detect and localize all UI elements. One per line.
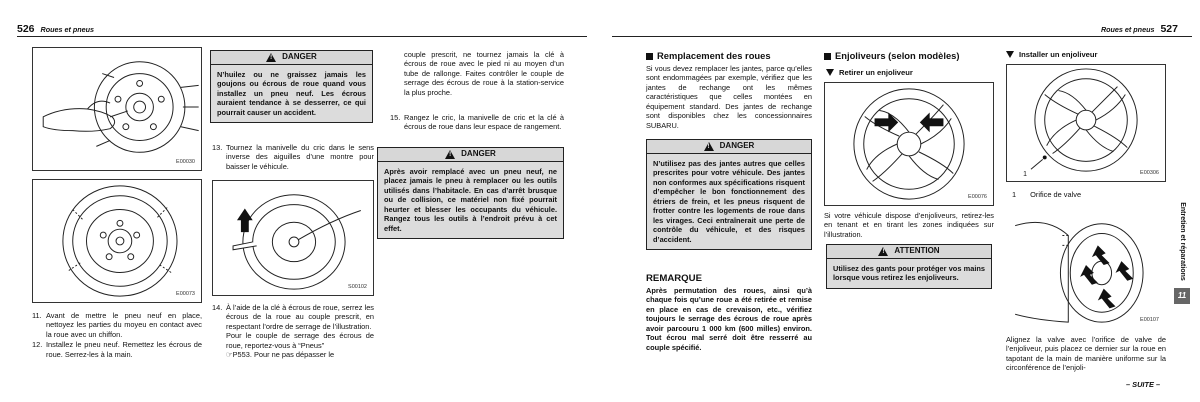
subsection-install-hubcap — [1006, 50, 1098, 60]
attention-box-gloves — [826, 244, 992, 289]
sub1-text: Si votre véhicule dispose d’enjoliveurs, retirez-les en tenant et en tirant les zones indiquées sur l’illustration. — [824, 211, 994, 239]
remove-hubcap-illustration — [825, 83, 993, 205]
fig4-code: E00076 — [968, 193, 987, 200]
sub1-title-text: Retirer un enjoliveur — [839, 68, 913, 77]
right-page-number: 527 — [1160, 23, 1178, 35]
attention-text: Utilisez des gants pour protéger vos mains lorsque vous retirez les enjoliveurs. — [827, 259, 991, 288]
step-14-reference: ☞P553. Pour ne pas dépasser le — [226, 350, 335, 360]
figure-legend — [1012, 190, 1081, 199]
fig5-code: E00306 — [1140, 169, 1159, 176]
legend-number: 1 — [1012, 190, 1017, 199]
danger-box-header — [647, 140, 811, 154]
step-15 — [390, 113, 564, 132]
step-13 — [212, 143, 374, 171]
triangle-down-icon — [826, 69, 834, 76]
steps-col1 — [32, 311, 202, 359]
sub2-text: Alignez la valve avec l’orifice de valve de l’enjoliveur, puis placez ce dernier sur la roue en tapotant de la main de manière uniforme sur la circonférence de l’enjoli- — [1006, 335, 1166, 373]
figure-install-hubcap — [1006, 64, 1166, 182]
legend-text: Orifice de valve — [1030, 190, 1082, 199]
figure-tire-install — [32, 179, 202, 303]
remarque-title: REMARQUE — [646, 273, 702, 284]
step-14-num: 14. — [212, 303, 223, 312]
danger-box-lubrication — [210, 50, 373, 123]
danger-text: Après avoir remplacé avec un pneu neuf, ne placez jamais le pneu à remplacer ou les outils utilisés dans l’habitacle. En cas d’arrêt brusque ou de collision, ce matériel non fixé pourrait heurter et blesser les occupants du véhicule. Rangez tous les outils à l’endroit prévu à cet effet. — [378, 162, 563, 238]
fig6-code: E00107 — [1140, 316, 1159, 323]
fig2-code: E00073 — [176, 290, 195, 297]
step-12-num: 12. — [32, 340, 43, 350]
section-square-icon — [646, 53, 653, 60]
danger-title: DANGER — [282, 52, 317, 62]
fig1-code: E00030 — [176, 158, 195, 165]
danger-box-tools — [377, 147, 564, 239]
step-13-num: 13. — [212, 143, 223, 152]
attention-box-header — [827, 245, 991, 259]
fig5-callout-1: 1 — [1023, 171, 1027, 179]
chapter-number-tab: 11 — [1174, 288, 1190, 304]
step-13-text: Tournez la manivelle du cric dans le sens inverse des aiguilles d’une montre pour baisser le véhicule. — [226, 143, 374, 171]
left-page-number: 526 — [17, 23, 35, 35]
step-11-text: Avant de mettre le pneu neuf en place, nettoyez les parties du moyeu en contact avec la roue avec un chiffon. — [46, 311, 202, 339]
section-hubcaps-title — [824, 50, 960, 62]
sub2-title-text: Installer un enjoliveur — [1019, 50, 1098, 59]
attention-title: ATTENTION — [894, 246, 940, 256]
step-14-text: À l’aide de la clé à écrous de roue, serrez les écrous de la roue au couple prescrit, en respectant l’ordre de serrage de l’illustration. — [226, 303, 374, 331]
warning-triangle-icon: ! — [878, 247, 888, 256]
figure-jack-lower — [212, 180, 374, 296]
left-page-header — [17, 23, 94, 36]
left-header-title: Roues et pneus — [40, 25, 95, 34]
chapter-side-tab — [1174, 186, 1188, 296]
step-12 — [32, 340, 202, 359]
danger-box-rims — [646, 139, 812, 250]
section2-title-text: Enjoliveurs (selon modèles) — [835, 50, 960, 61]
step-11 — [32, 311, 202, 339]
jack-lower-illustration — [213, 181, 373, 295]
fig3-code: S00102 — [348, 283, 367, 290]
step-12-text: Installez le pneu neuf. Remettez les écrous de roue. Serrez-les à la main. — [46, 340, 202, 359]
section1-text: Si vous devez remplacer les jantes, parce qu’elles sont endommagées par exemple, vérifiez que les jantes de rechange ont les mêmes caractéristiques que celles montées en équipement standard. Des jantes de rechange sont disponibles chez les concessionnaires SUBARU. — [646, 64, 812, 130]
tap-hubcap-illustration — [1007, 206, 1165, 328]
section1-title-text: Remplacement des roues — [657, 50, 771, 61]
right-page-header — [1101, 23, 1178, 36]
warning-triangle-icon: ! — [266, 53, 276, 62]
danger-title: DANGER — [461, 149, 496, 159]
figure-hub-cleaning — [32, 47, 202, 171]
step-14-continued: couple prescrit, ne tournez jamais la clé à écrous de roue avec le pied ni au moyen d’un tube de rallonge. Faites contrôler le couple de serrage des écrous de roue à la station-service la plus proche. — [404, 50, 564, 97]
step-11-num: 11. — [32, 311, 42, 320]
section-wheel-replacement-title — [646, 50, 771, 62]
warning-triangle-icon: ! — [704, 142, 714, 151]
figure-remove-hubcap — [824, 82, 994, 206]
right-header-title: Roues et pneus — [1100, 25, 1155, 34]
remarque-text: Après permutation des roues, ainsi qu’à chaque fois qu’une roue a été retirée et remise en place en cas de crevaison, etc., vérifiez toujours le serrage des écrous de roue après avoir parcouru 1 000 km (600 milles) environ. Tout écrou mal serré doit être resserré au couple spécifié. — [646, 286, 812, 352]
install-hubcap-illustration — [1007, 65, 1165, 181]
step-15-text: Rangez le cric, la manivelle de cric et la clé à écrous de roue dans leur espace de rangement. — [404, 113, 564, 132]
left-header-rule — [17, 36, 587, 37]
danger-text: N’utilisez pas des jantes autres que celles prescrites pour votre véhicule. Des jantes non conformes aux spécifications risquent d’empêcher le bon fonctionnement des étriers de frein, et les pneus risquent de frotter contre les logements de roue dans les virages. Ceci entraînerait une perte de contrôle du véhicule, et des risques d’accident. — [647, 154, 811, 249]
danger-box-header — [211, 51, 372, 65]
step-14 — [212, 303, 374, 360]
danger-title: DANGER — [719, 141, 755, 151]
subsection-remove-hubcap — [826, 68, 913, 78]
danger-box-header — [378, 148, 563, 162]
tire-install-illustration — [33, 180, 201, 302]
warning-triangle-icon: ! — [445, 150, 455, 159]
triangle-down-icon — [1006, 51, 1014, 58]
section-square-icon — [824, 53, 831, 60]
figure-tap-hubcap — [1006, 205, 1166, 329]
step-14-text2: Pour le couple de serrage des écrous de roue, reportez-vous à “Pneus” — [226, 331, 374, 350]
danger-text: N’huilez ou ne graissez jamais les goujons ou écrous de roue quand vous installez un pneu neuf. Les écrous auraient tendance à se desserrer, ce qui pourrait causer un accident. — [211, 65, 372, 122]
step-15-num: 15. — [390, 113, 401, 122]
chapter-side-tab-text: Entretien et réparations — [1178, 201, 1186, 281]
hub-cleaning-illustration — [33, 48, 201, 170]
continued-label: – SUITE – — [1126, 380, 1161, 389]
